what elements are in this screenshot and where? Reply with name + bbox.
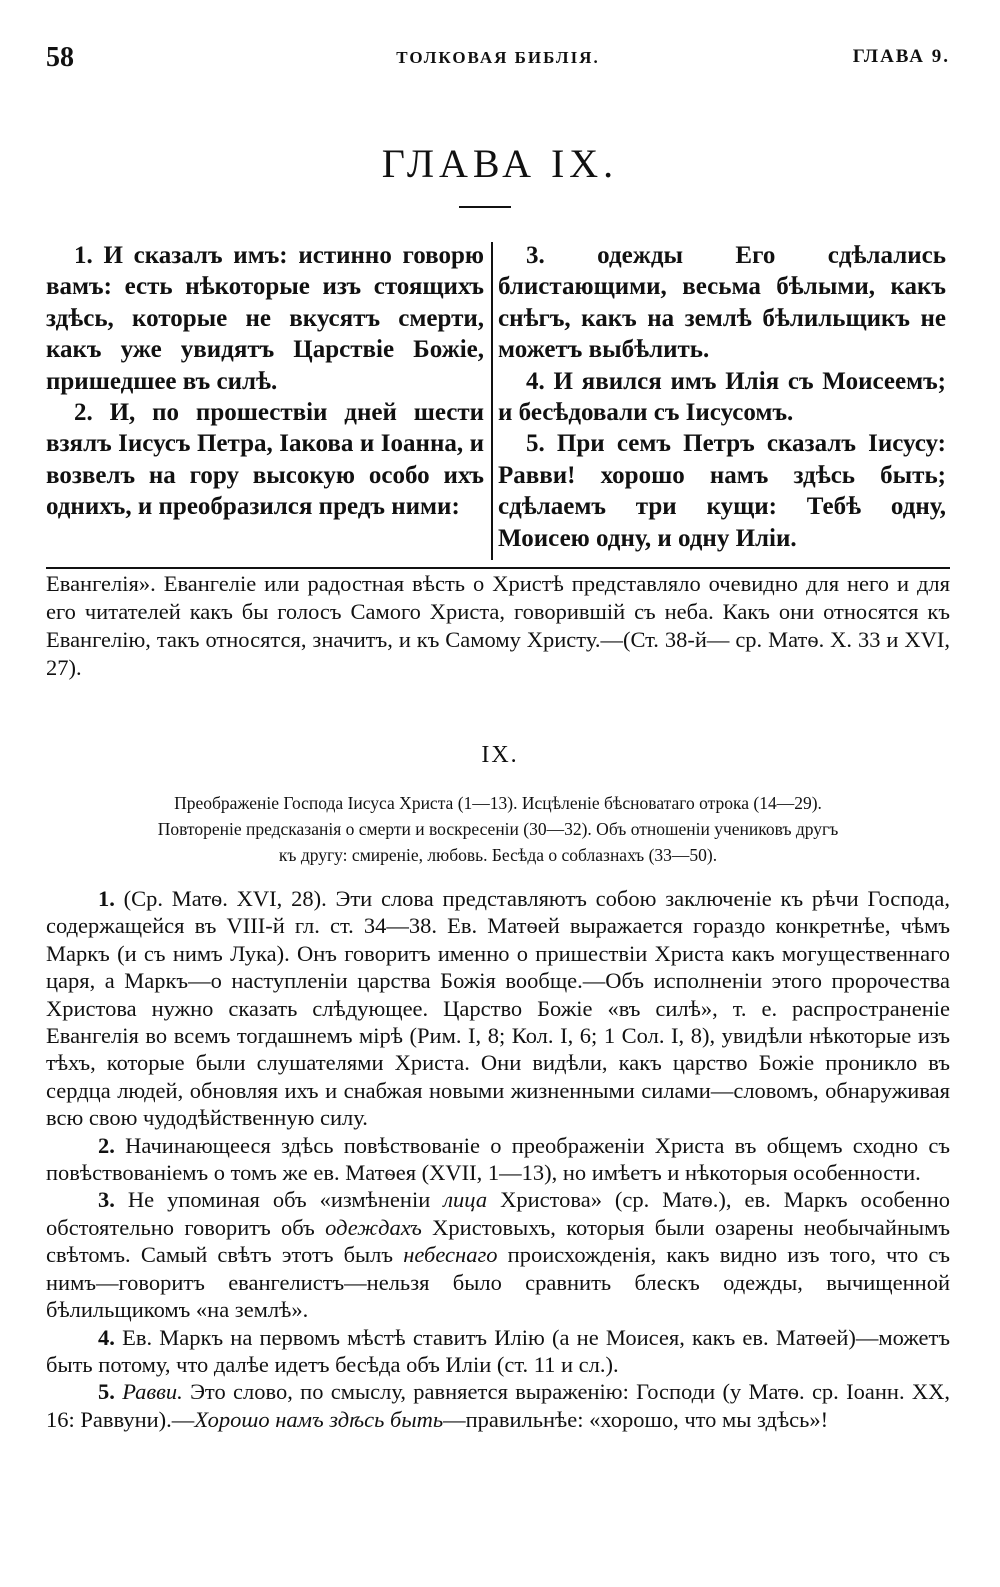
verse-number: 1.	[98, 886, 115, 911]
commentary-paragraph-4	[46, 1324, 950, 1379]
bible-column-left	[46, 240, 484, 523]
paragraph-text: происхожденія, какъ видно изъ того, что съ нимъ—говоритъ евангелистъ—нельзя было сравнить блескъ одежды, вычищенной бѣлильщикомъ «на землѣ».	[46, 1242, 950, 1323]
italic-term: небеснаго	[403, 1242, 498, 1268]
column-divider	[491, 242, 493, 560]
paragraph-text: Не упоминая объ «измѣненіи	[114, 1187, 444, 1213]
bible-text	[46, 240, 950, 562]
verse-1: 1. И сказалъ имъ: истинно говорю вамъ: есть нѣкоторые изъ стоящихъ здѣсь, которые не вкусятъ смерти, какъ уже увидятъ Царствіе Божіе, пришедшее въ силѣ.	[46, 242, 484, 395]
section-heading: IX.	[481, 742, 519, 768]
summary-line: Повтореніе предсказанія о смерти и воскресеніи (30—32). Объ отношеніи учениковъ другъ	[157, 819, 839, 839]
paragraph-text: —правильнѣе: «хорошо, что мы здѣсь»!	[443, 1406, 829, 1432]
paragraph-text: (Ср. Матѳ. XVI, 28). Эти слова представляютъ собою заключеніе къ рѣчи Господа, содержащейся въ VIII-й гл. ст. 34—38. Ев. Матѳей выражается гораздо конкретнѣе, чѣмъ Маркъ (и съ нимъ Лука). Онъ говоритъ именно о пришествіи Христа какъ могущественнаго царя, а Маркъ—о наступленіи царства Божія вообще.—Объ исполненіи этого пророчества Христова нужно сказать слѣдующее. Царство Божіе «въ силѣ», т. е. распространеніе Евангелія во всемъ тогдашнемъ мірѣ (Рим. I, 8; Кол. I, 6; 1 Сол. I, 8), увидѣли нѣкоторые изъ тѣхъ, которые были слушателями Христа. Они видѣли, какъ царство Божіе проникло въ сердца людей, обновляя ихъ и снабжая новыми жизненными силами—словомъ, обнаруживая всю свою чудодѣйственную силу.	[46, 886, 950, 1131]
paragraph-text: Это слово, по смыслу, равняется выраженію: Господи (у Матѳ. ср. Іоанн. XX, 16: Раввуни).—	[46, 1379, 951, 1432]
running-chapter: ГЛАВА 9.	[852, 46, 950, 67]
verse-number: 2.	[98, 1132, 115, 1158]
commentary-paragraph-3	[46, 1186, 950, 1323]
italic-term: Равви.	[114, 1379, 183, 1405]
verse-4: 4. И явился имъ Илія съ Моисеемъ; и бесѣдовали съ Іисусомъ.	[498, 367, 946, 427]
verse-2: 2. И, по прошествіи дней шести взялъ Іисусъ Петра, Іакова и Іоанна, и возвелъ на гору высокую особо ихъ однихъ, и преобразился предъ ними:	[46, 399, 484, 521]
paragraph-text: Христова» (ср. Матѳ.), ев. Маркъ особенно обстоятельно говоритъ объ	[46, 1187, 951, 1240]
title-rule	[459, 206, 511, 208]
commentary-continuation: Евангелія». Евангеліе или радостная вѣсть о Христѣ представляло очевидно для него и для его читателей какъ бы голосъ Самого Христа, говорившій съ неба. Какъ они относятся къ Евангелію, такъ относятся, значитъ, и къ Самому Христу.—(Ст. 38-й— ср. Матѳ. X. 33 и XVI, 27).	[46, 571, 950, 680]
chapter-title: ГЛАВА IX.	[381, 141, 619, 186]
italic-term: Хорошо намъ здѣсь быть	[194, 1406, 444, 1432]
italic-term: одеждахъ	[325, 1214, 422, 1240]
bible-text-rule	[46, 567, 950, 569]
book-title: ТОЛКОВАЯ БИБЛIЯ.	[396, 48, 600, 67]
commentary-paragraph-1	[46, 885, 950, 1132]
section-summary	[46, 790, 950, 868]
italic-term: лица	[443, 1187, 488, 1213]
commentary-paragraph-2	[46, 1132, 950, 1187]
bible-column-right	[498, 240, 946, 554]
summary-line: Преображеніе Господа Іисуса Христа (1—13). Исцѣленіе бѣсноватаго отрока (14—29).	[174, 793, 822, 813]
verse-number: 4.	[98, 1324, 115, 1350]
running-header	[46, 42, 950, 76]
verse-number: 5.	[98, 1379, 115, 1405]
paragraph-text: Начинающееся здѣсь повѣствованіе о преображеніи Христа въ общемъ сходно съ повѣствованіемъ о томъ же ев. Матѳея (XVII, 1—13), но имѣетъ и нѣкоторыя особенности.	[46, 1132, 950, 1186]
commentary	[46, 885, 950, 1433]
paragraph-text: Христовыхъ, которыя были озарены необычайнымъ свѣтомъ. Самый свѣтъ этотъ былъ	[46, 1214, 950, 1268]
paragraph-text: Ев. Маркъ на первомъ мѣстѣ ставитъ Илію (а не Моисея, какъ ев. Матѳей)—можетъ быть потому, что далѣе идетъ бесѣда объ Иліи (ст. 11 и сл.).	[46, 1324, 950, 1377]
verse-5: 5. При семъ Петръ сказалъ Іисусу: Равви! хорошо намъ здѣсь быть; сдѣлаемъ три кущи: Тебѣ одну, Моисею одну, и одну Иліи.	[498, 430, 946, 552]
commentary-paragraph-5	[46, 1378, 950, 1433]
verse-number: 3.	[98, 1187, 115, 1213]
page-number: 58	[46, 42, 74, 73]
verse-3: 3. одежды Его сдѣлались блистающими, весьма бѣлыми, какъ снѣгъ, какъ на землѣ бѣлильщикъ не можетъ выбѣлить.	[498, 242, 946, 364]
summary-line: къ другу: смиреніе, любовь. Бесѣда о соблазнахъ (33—50).	[278, 845, 718, 865]
